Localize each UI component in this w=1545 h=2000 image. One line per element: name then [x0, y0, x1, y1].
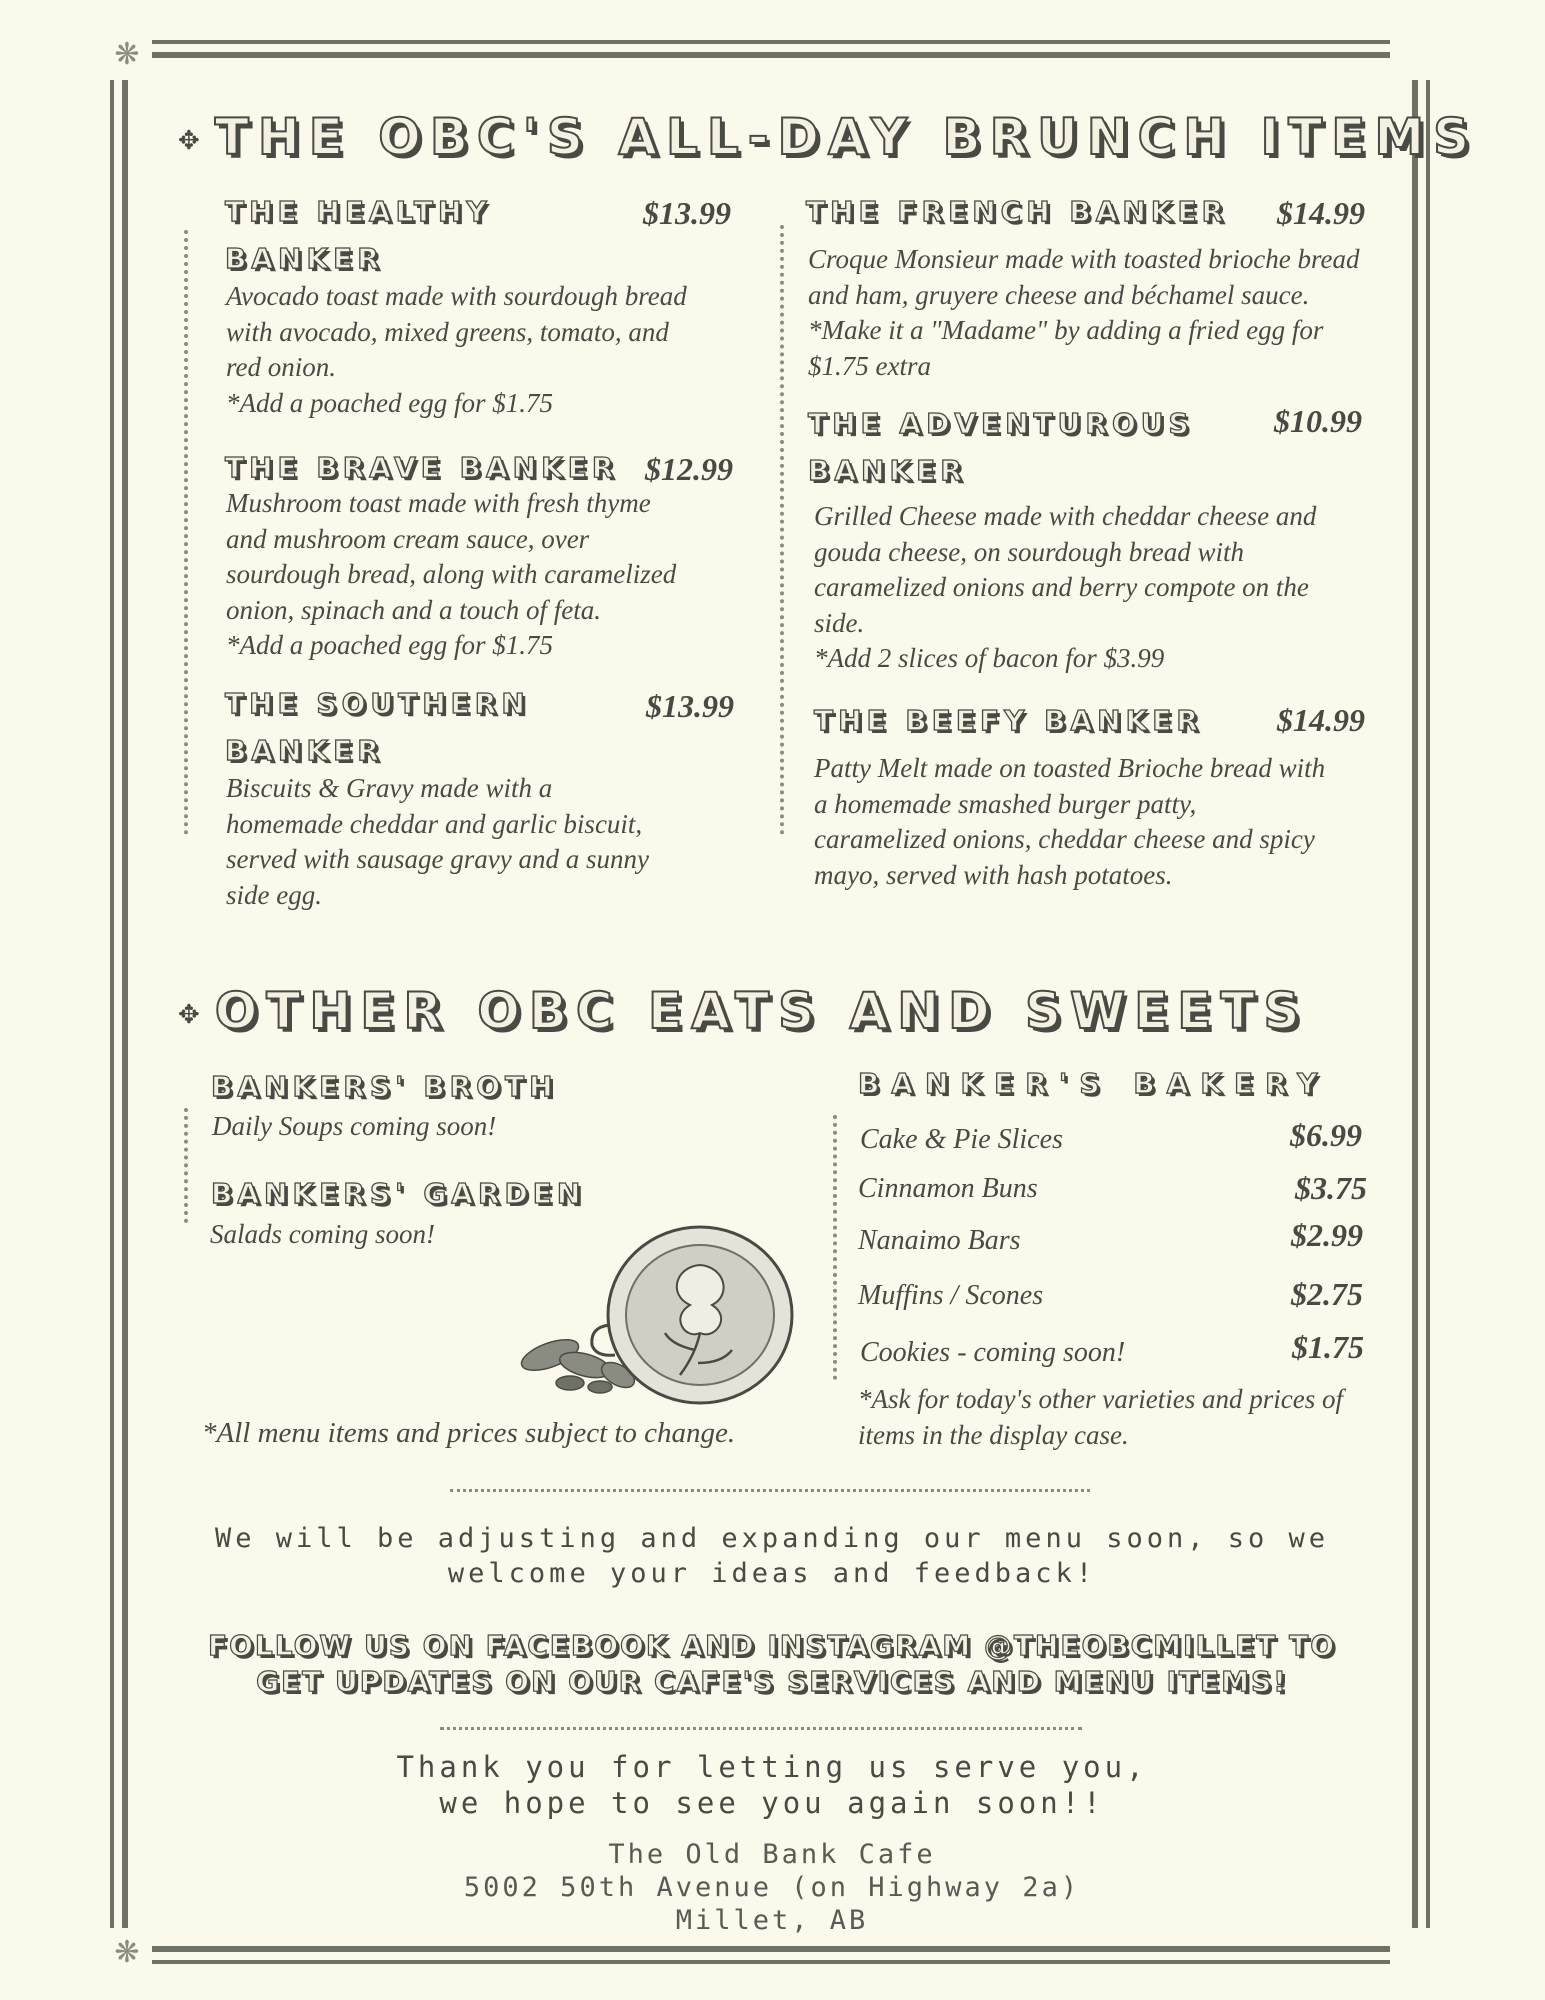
bankers-broth-desc: Daily Soups coming soon!: [212, 1111, 497, 1141]
thanks-text: Thank you for letting us serve you, we hope to see you again soon!!: [396, 1750, 1148, 1820]
bottom-rule-inner: [152, 1960, 1390, 1964]
other-title-text: OTHER OBC EATS AND SWEETS: [214, 982, 1309, 1040]
bakery-item-price: $1.75: [1292, 1329, 1364, 1365]
item-southern-banker-title: THE SOUTHERN BANKER: [225, 687, 530, 767]
bakery-item-name: Cake & Pie Slices: [860, 1124, 1063, 1155]
bakery-item-price: $3.75: [1295, 1170, 1367, 1206]
bottom-rule-outer: [152, 1946, 1390, 1952]
item-brave-banker-price: $12.99: [645, 451, 733, 487]
item-french-banker-price: $14.99: [1277, 195, 1365, 231]
item-adventurous-banker-price: $10.99: [1274, 403, 1362, 439]
cafe-name: The Old Bank Cafe: [608, 1839, 936, 1870]
feedback-text: We will be adjusting and expanding our menu soon, so we welcome your ideas and feedback!: [214, 1523, 1330, 1589]
address-block: [172, 1838, 1372, 1937]
item-brave-banker-title: THE BRAVE BANKER: [225, 451, 619, 484]
footer-divider-bottom: [440, 1727, 1082, 1730]
left-rule-inner: [122, 80, 128, 1928]
top-rule-inner: [152, 52, 1390, 58]
item-brave-banker-desc: Mushroom toast made with fresh thyme and mushroom cream sauce, over sourdough bread, along with caramelized onion, spinach and a touch of feta. *Add a poached egg for $1.75: [226, 488, 677, 660]
footer-divider-top: [450, 1489, 1090, 1492]
item-french-banker-title: THE FRENCH BANKER: [806, 195, 1229, 228]
bakery-item-price: $2.75: [1291, 1276, 1363, 1312]
bakery-item-name: Cookies - coming soon!: [860, 1337, 1126, 1368]
top-rule-outer: [152, 40, 1390, 44]
ornament-bottom-left-icon: ❋: [114, 1935, 140, 1970]
right-rule-inner: [1412, 80, 1418, 1928]
follow-social-text: FOLLOW US ON FACEBOOK AND INSTAGRAM @THEOBCMILLET TO GET UPDATES ON OUR CAFE'S SERVICES AND MENU ITEMS!: [207, 1629, 1337, 1698]
bankers-broth-title: BANKERS' BROTH: [211, 1070, 558, 1103]
bankers-bakery-title: BANKER'S BAKERY: [858, 1067, 1330, 1100]
item-southern-banker-price: $13.99: [646, 688, 734, 724]
item-healthy-banker-title: THE HEALTHY BANKER: [225, 195, 492, 275]
cafe-city: Millet, AB: [675, 1905, 869, 1936]
item-healthy-banker-desc: Avocado toast made with sourdough bread with avocado, mixed greens, tomato, and red onion. *Add a poached egg for $1.75: [226, 281, 687, 418]
bakery-item-price: $6.99: [1290, 1117, 1362, 1153]
latte-art-coffee-illustration: [500, 1205, 800, 1405]
item-beefy-banker-title: THE BEEFY BANKER: [814, 704, 1203, 737]
bakery-item-name: Nanaimo Bars: [858, 1225, 1021, 1256]
bakery-divider: [833, 1115, 837, 1380]
bakery-note: *Ask for today's other varieties and prices of items in the display case.: [858, 1384, 1343, 1450]
item-beefy-banker-desc: Patty Melt made on toasted Brioche bread with a homemade smashed burger patty, caramelized onions, cheddar cheese and spicy mayo, served with hash potatoes.: [814, 753, 1326, 890]
right-rule-outer: [1426, 80, 1430, 1928]
left-rule-outer: [110, 80, 114, 1928]
ornament-top-left-icon: ❋: [114, 37, 140, 72]
brunch-section-title: [178, 108, 1478, 166]
item-beefy-banker-price: $14.99: [1277, 702, 1365, 738]
brunch-left-divider: [184, 230, 188, 835]
broth-garden-divider: [184, 1108, 188, 1223]
diamond-bullet-icon: ✥: [178, 125, 209, 156]
cafe-street: 5002 50th Avenue (on Highway 2a): [463, 1872, 1081, 1903]
item-southern-banker-desc: Biscuits & Gravy made with a homemade cheddar and garlic biscuit, served with sausage gravy and a sunny side egg.: [226, 773, 649, 910]
other-section-title: [178, 982, 1309, 1040]
brunch-right-divider: [780, 225, 784, 835]
bakery-item-name: Muffins / Scones: [858, 1280, 1044, 1311]
diamond-bullet-icon: ✥: [178, 999, 209, 1030]
item-healthy-banker-price: $13.99: [643, 195, 731, 231]
item-adventurous-banker-desc: Grilled Cheese made with cheddar cheese and gouda cheese, on sourdough bread with caramelized onions and berry compote on the side. *Add 2 slices of bacon for $3.99: [814, 501, 1317, 673]
item-adventurous-banker-title: THE ADVENTUROUS BANKER: [808, 407, 1194, 487]
bankers-garden-desc: Salads coming soon!: [210, 1219, 435, 1249]
brunch-title-text: THE OBC'S ALL-DAY BRUNCH ITEMS: [214, 108, 1479, 166]
bakery-item-name: Cinnamon Buns: [858, 1173, 1038, 1204]
disclaimer-text: *All menu items and prices subject to change.: [202, 1417, 736, 1449]
bankers-garden-title: BANKERS' GARDEN: [211, 1177, 586, 1210]
item-french-banker-desc: Croque Monsieur made with toasted brioche bread and ham, gruyere cheese and béchamel sauce. *Make it a "Madame" by adding a fried egg for $1.75 extra: [808, 244, 1360, 381]
bakery-item-price: $2.99: [1291, 1217, 1363, 1253]
